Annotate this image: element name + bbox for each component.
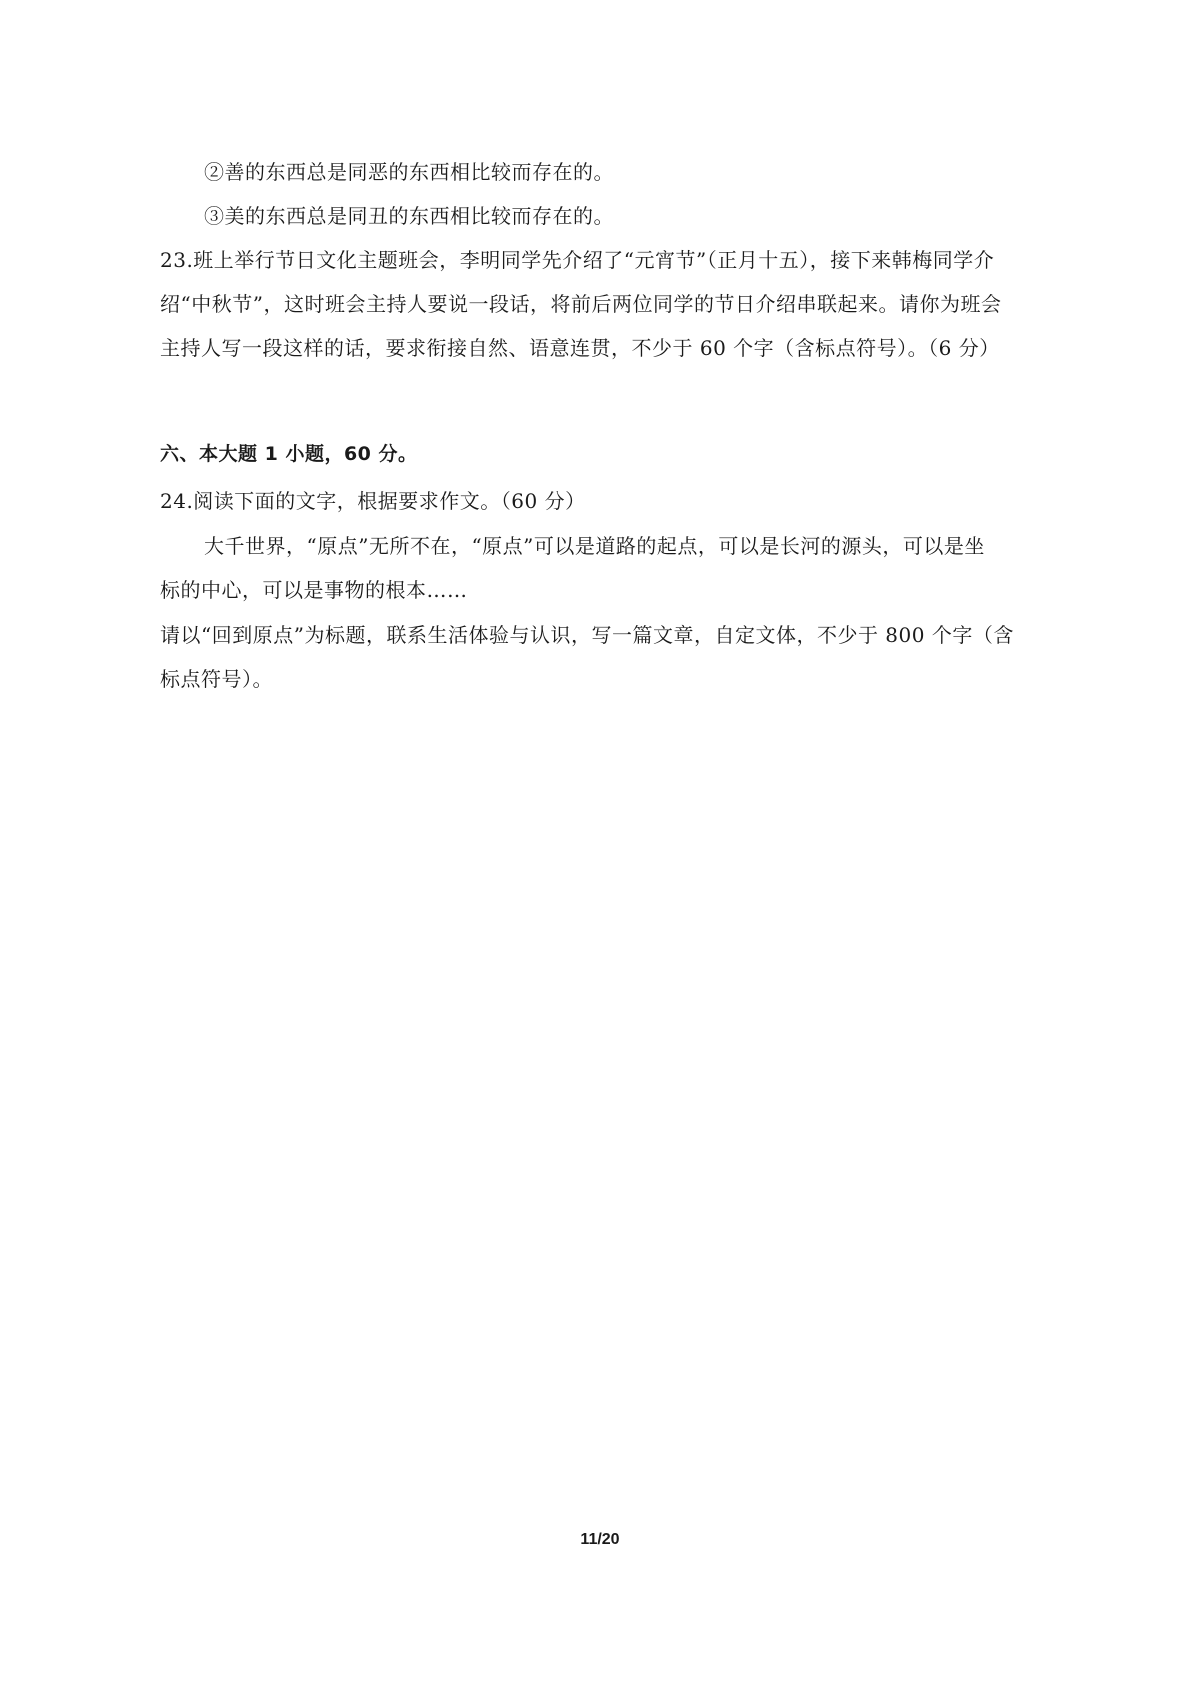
option-2-text: ②善的东西总是同恶的东西相比较而存在的。 <box>204 160 614 184</box>
section-6-heading: 六、本大题 1 小题，60 分。 <box>160 443 418 465</box>
question-23-line-3: 主持人写一段这样的话，要求衔接自然、语意连贯，不少于 60 个字（含标点符号）。（6 分） <box>160 336 1000 360</box>
question-23-line-1: 23.班上举行节日文化主题班会，李明同学先介绍了“元宵节”（正月十五），接下来韩梅同学介 <box>160 248 995 272</box>
question-24-requirement-line-2: 标点符号）。 <box>160 667 273 691</box>
question-24-prompt: 24.阅读下面的文字，根据要求作文。（60 分） <box>160 489 586 513</box>
question-24-material-line-2: 标的中心，可以是事物的根本…… <box>160 578 468 602</box>
option-3-text: ③美的东西总是同丑的东西相比较而存在的。 <box>204 204 614 228</box>
question-24-requirement-line-1: 请以“回到原点”为标题，联系生活体验与认识，写一篇文章，自定文体，不少于 800 个字（含 <box>160 623 1014 647</box>
page-number: 11/20 <box>580 1531 620 1548</box>
question-23-line-2: 绍“中秋节”，这时班会主持人要说一段话，将前后两位同学的节日介绍串联起来。请你为班会 <box>160 292 1002 316</box>
question-24-material-line-1: 大千世界，“原点”无所不在，“原点”可以是道路的起点，可以是长河的源头，可以是坐 <box>204 534 985 558</box>
